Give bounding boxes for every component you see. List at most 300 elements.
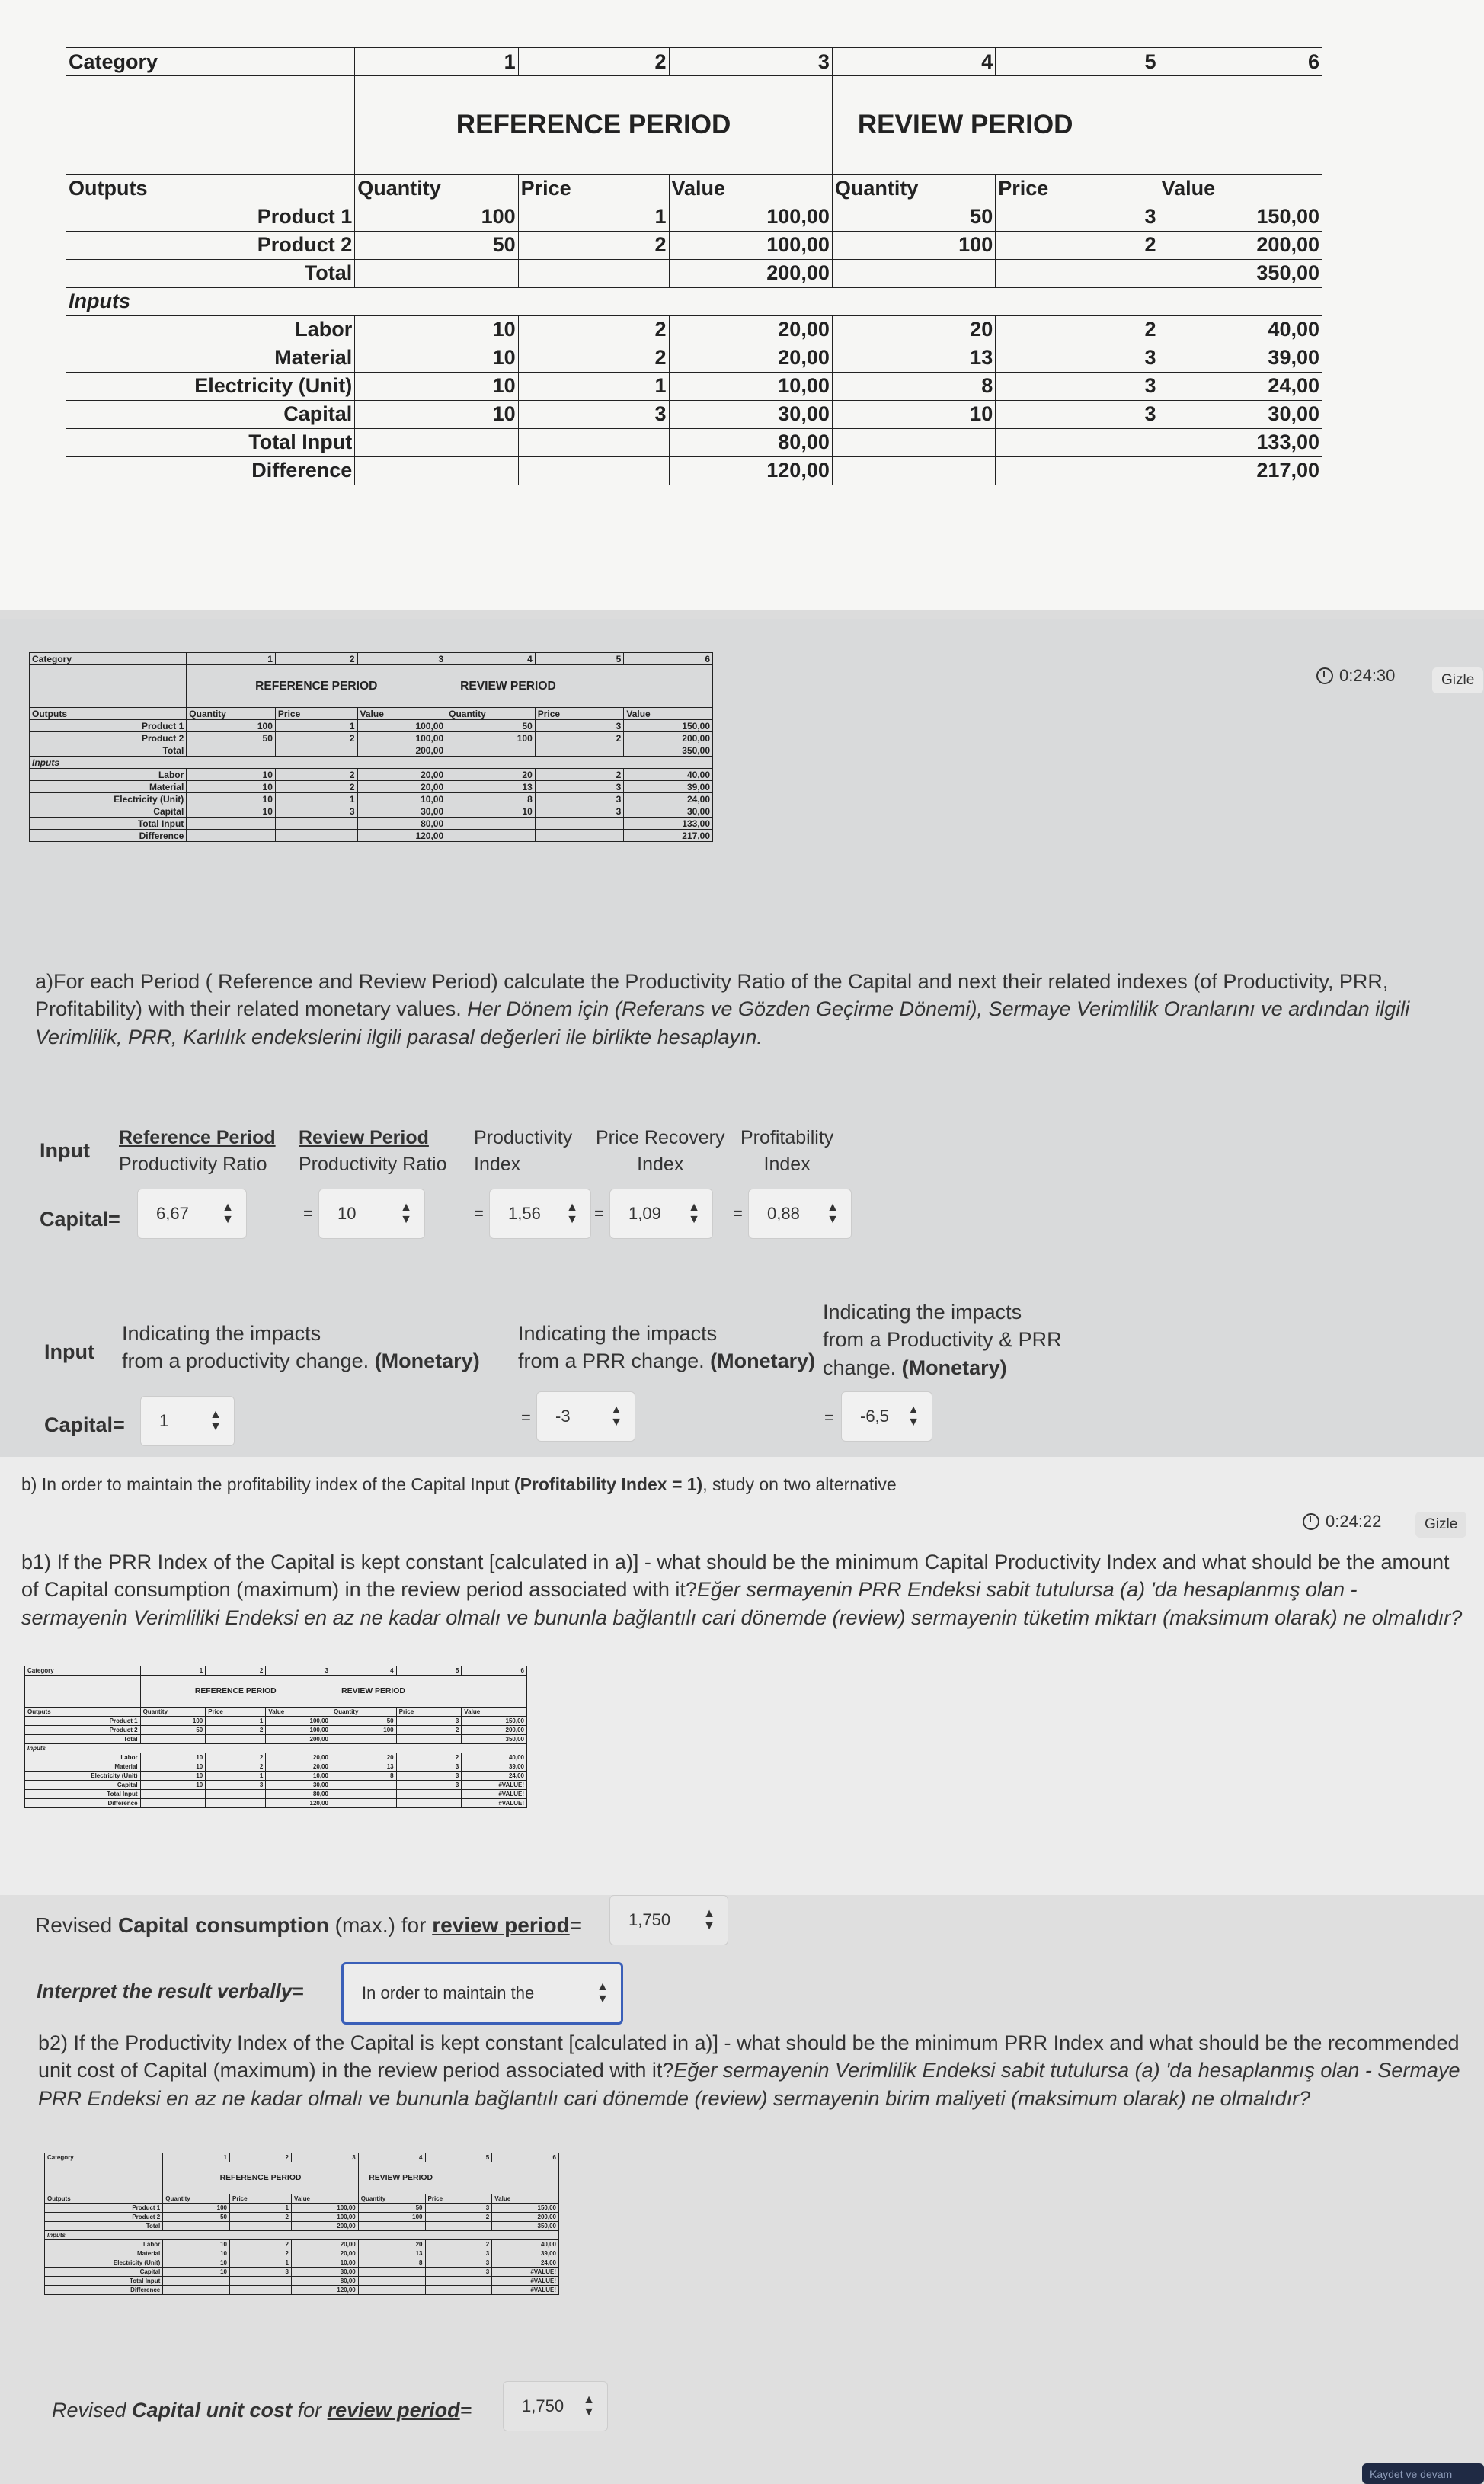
spinner-icon: ▲ ▼ <box>596 1980 609 2005</box>
inputs-label: Inputs <box>45 2231 559 2240</box>
row-label: Electricity (Unit) <box>30 793 187 805</box>
table-cell: 20,00 <box>266 1762 331 1772</box>
hide-button[interactable]: Gizle <box>1432 667 1483 693</box>
column-header: Price <box>535 708 624 720</box>
table-cell: 20,00 <box>266 1753 331 1762</box>
table-cell <box>331 1735 396 1744</box>
impact-prr-value: -3 <box>555 1407 571 1426</box>
table-cell: 100,00 <box>292 2204 359 2213</box>
table-cell: 8 <box>446 793 536 805</box>
row-label: Difference <box>66 456 355 485</box>
table-cell: 10 <box>140 1753 206 1762</box>
review-period-title: REVIEW PERIOD <box>331 1676 526 1708</box>
table-cell: 2 <box>425 2240 492 2249</box>
table-cell: 30,00 <box>357 805 446 818</box>
table-cell <box>535 818 624 830</box>
interpret-text: Interpret the result verbally <box>37 1980 293 2002</box>
category-cell: Category <box>25 1666 141 1676</box>
revised-consumption-1: Revised <box>35 1913 118 1937</box>
profitability-index-select[interactable] <box>748 1189 852 1239</box>
interpret-value: In order to maintain the <box>362 1983 535 2002</box>
ref-period-title: Reference Period <box>119 1127 276 1148</box>
table-cell: 80,00 <box>357 818 446 830</box>
category-cell: Category <box>45 2153 163 2162</box>
capital-eq: = <box>108 1208 120 1231</box>
column-header: Value <box>357 708 446 720</box>
row-label: Material <box>25 1762 141 1772</box>
table-cell: 100,00 <box>292 2213 359 2222</box>
table-cell: 50 <box>331 1717 396 1726</box>
interpret-select[interactable] <box>341 1962 623 2025</box>
table-cell: 1 <box>230 2258 292 2268</box>
spreadsheet-table <box>66 47 1322 485</box>
table-cell: 39,00 <box>492 2249 559 2258</box>
next-button-label: Kaydet ve devam <box>1370 2468 1453 2480</box>
col-number-cell: 4 <box>446 653 536 665</box>
empty-cell <box>66 76 355 175</box>
next-button[interactable] <box>1362 2463 1484 2484</box>
table-cell: 80,00 <box>292 2277 359 2286</box>
clock-icon <box>1316 667 1333 684</box>
empty-cell <box>30 665 187 708</box>
impact-prr-heading <box>518 1320 815 1375</box>
rev-productivity-ratio-select[interactable] <box>318 1189 425 1239</box>
row-label: Material <box>45 2249 163 2258</box>
table-cell: 3 <box>996 372 1159 400</box>
ref-period-heading <box>119 1125 276 1178</box>
table-cell: 50 <box>358 2204 425 2213</box>
table-cell <box>425 2277 492 2286</box>
row-label: Product 2 <box>25 1726 141 1735</box>
table-cell: 1 <box>518 203 669 231</box>
impact-prod-line2: from a productivity change. <box>122 1349 369 1373</box>
impact-productivity-value: 1 <box>159 1411 169 1430</box>
table-cell: 10 <box>355 400 518 428</box>
capital-text: Capital <box>40 1208 109 1231</box>
column-header: Price <box>518 174 669 203</box>
table-cell: 10 <box>187 805 276 818</box>
col-number-cell: 3 <box>292 2153 359 2162</box>
table-cell: 200,00 <box>357 744 446 757</box>
rev-period-heading <box>299 1125 447 1178</box>
revised-consumption-2: (max.) for <box>328 1913 433 1937</box>
table-cell: 10 <box>140 1781 206 1790</box>
impact-both-line3: change. <box>823 1356 897 1379</box>
impact-both-select[interactable] <box>841 1391 932 1442</box>
row-label: Difference <box>30 830 187 842</box>
table-cell <box>358 2222 425 2231</box>
row-label: Electricity (Unit) <box>66 372 355 400</box>
review-period-title: REVIEW PERIOD <box>358 2162 558 2194</box>
capital-label <box>40 1205 120 1234</box>
table-cell: 3 <box>535 720 624 732</box>
row-label: Total Input <box>30 818 187 830</box>
table-cell <box>446 744 536 757</box>
table-cell: 200,00 <box>462 1726 527 1735</box>
table-cell: 120,00 <box>292 2286 359 2295</box>
table-cell: 100 <box>140 1717 206 1726</box>
row-label: Total Input <box>25 1790 141 1799</box>
revised-consumption-bold: Capital consumption <box>117 1913 329 1937</box>
table-cell: 10,00 <box>669 372 832 400</box>
table-cell <box>140 1799 206 1808</box>
profitability-index-label: Index <box>763 1154 811 1175</box>
column-header: Quantity <box>331 1708 396 1717</box>
ref-productivity-ratio-select[interactable] <box>137 1189 247 1239</box>
row-label: Product 1 <box>30 720 187 732</box>
capital-text: Capital <box>44 1413 114 1436</box>
table-cell <box>275 818 357 830</box>
col-number-cell: 3 <box>669 48 832 76</box>
row-label: Product 1 <box>45 2204 163 2213</box>
table-cell: 3 <box>396 1781 462 1790</box>
table-cell: 2 <box>425 2213 492 2222</box>
table-cell <box>358 2286 425 2295</box>
question-b2 <box>38 2029 1478 2112</box>
revised-unit-cost-label <box>52 2396 472 2425</box>
revised-unit-cost-value: 1,750 <box>522 2396 564 2415</box>
table-cell: 3 <box>396 1772 462 1781</box>
table-cell: 1 <box>275 720 357 732</box>
table-cell <box>446 818 536 830</box>
table-cell: 20 <box>358 2240 425 2249</box>
table-cell <box>206 1790 266 1799</box>
question-a-en: a)For each Period ( Reference and Review Period) calculate the Productivity Ratio of the Capital and next their related indexes (of Productivity, PRR, Profitability) with their related monetary values. <box>35 970 1389 1021</box>
table-cell <box>425 2286 492 2295</box>
col-number-cell: 3 <box>357 653 446 665</box>
table-cell <box>832 428 995 456</box>
row-label: Electricity (Unit) <box>45 2258 163 2268</box>
column-header: Value <box>292 2194 359 2204</box>
outputs-label: Outputs <box>30 708 187 720</box>
table-cell <box>275 744 357 757</box>
table-cell: 100 <box>832 231 995 259</box>
table-cell: 20 <box>446 769 536 781</box>
table-cell: 3 <box>396 1717 462 1726</box>
table-cell: 2 <box>206 1762 266 1772</box>
table-cell <box>206 1799 266 1808</box>
table-cell: 3 <box>535 781 624 793</box>
table-cell: 3 <box>425 2268 492 2277</box>
table-cell: #VALUE! <box>462 1799 527 1808</box>
impact-prod-heading <box>122 1320 480 1375</box>
question-b2-tr: Eğer sermayenin Verimlilik Endeksi sabit tutulursa (a) 'da hesaplanmış olan - Sermaye PRR Endeksi en az ne kadar olmalı ve bununla bağlantılı cari dönemde (review) sermayenin birim maliyeti (maksimum olarak) ne olmalıdır? <box>38 2059 1460 2110</box>
table-cell: 3 <box>996 203 1159 231</box>
table-cell: 3 <box>230 2268 292 2277</box>
table-cell: 350,00 <box>624 744 713 757</box>
table-cell: 3 <box>518 400 669 428</box>
table-cell: 2 <box>230 2213 292 2222</box>
question-a-tr: Her Dönem için (Referans ve Gözden Geçirme Dönemi), Sermaye Verimlilik Oranlarını ve ardından ilgili Verimlilik, PRR, Karlılık endekslerini ilgili parasal değerleri ile birlikte hesaplayın. <box>35 997 1410 1048</box>
table-cell: 100 <box>355 203 518 231</box>
table-cell: 150,00 <box>1159 203 1322 231</box>
table-cell: 3 <box>206 1781 266 1790</box>
impact-input-label: Input <box>44 1340 94 1363</box>
table-cell: 20,00 <box>669 315 832 344</box>
table-cell <box>425 2222 492 2231</box>
table-cell: 13 <box>331 1762 396 1772</box>
table-cell: 2 <box>275 732 357 744</box>
outputs-label: Outputs <box>25 1708 141 1717</box>
table-cell: 3 <box>425 2258 492 2268</box>
table-cell: 20,00 <box>292 2240 359 2249</box>
table-cell: 2 <box>206 1753 266 1762</box>
column-header: Quantity <box>355 174 518 203</box>
question-b1 <box>21 1548 1469 1631</box>
table-cell: 2 <box>535 732 624 744</box>
table-cell <box>832 456 995 485</box>
productivity-index-select[interactable] <box>489 1189 591 1239</box>
eq-sign: = <box>521 1408 531 1427</box>
table-cell: 217,00 <box>624 830 713 842</box>
row-label: Product 2 <box>30 732 187 744</box>
col-number-cell: 2 <box>206 1666 266 1676</box>
spinner-icon: ▲ ▼ <box>703 1907 715 1932</box>
table-cell <box>996 428 1159 456</box>
table-cell: 10 <box>140 1762 206 1772</box>
table-cell <box>396 1735 462 1744</box>
col-number-cell: 2 <box>518 48 669 76</box>
impact-both-value: -6,5 <box>860 1407 889 1426</box>
spreadsheet-table-small-b1 <box>24 1666 527 1808</box>
table-cell: 150,00 <box>624 720 713 732</box>
table-cell: 8 <box>358 2258 425 2268</box>
row-label: Capital <box>30 805 187 818</box>
table-cell: 50 <box>187 732 276 744</box>
impact-productivity-select[interactable] <box>140 1396 235 1446</box>
table-cell: 120,00 <box>266 1799 331 1808</box>
table-cell <box>996 259 1159 287</box>
table-cell: 3 <box>996 344 1159 372</box>
table-cell <box>518 259 669 287</box>
table-cell: 3 <box>425 2204 492 2213</box>
table-cell: 120,00 <box>669 456 832 485</box>
table-cell <box>187 818 276 830</box>
table-cell: 350,00 <box>1159 259 1322 287</box>
table-cell: 10 <box>187 793 276 805</box>
impact-both-line2: from a Productivity & PRR <box>823 1328 1062 1352</box>
revised-consumption-label <box>35 1910 582 1940</box>
hide-button-b[interactable]: Gizle <box>1415 1512 1466 1538</box>
ref-productivity-ratio-value: 6,67 <box>156 1204 189 1223</box>
table-cell: 1 <box>275 793 357 805</box>
table-cell: #VALUE! <box>462 1790 527 1799</box>
row-label: Product 1 <box>66 203 355 231</box>
table-cell: 8 <box>331 1772 396 1781</box>
productivity-index-heading <box>474 1125 572 1178</box>
table-cell: 39,00 <box>462 1762 527 1772</box>
table-cell: 150,00 <box>462 1717 527 1726</box>
timer-b <box>1303 1512 1381 1532</box>
col-number-cell: 5 <box>425 2153 492 2162</box>
table-cell: 30,00 <box>292 2268 359 2277</box>
table-cell <box>331 1790 396 1799</box>
table-cell: 3 <box>425 2249 492 2258</box>
table-cell <box>396 1799 462 1808</box>
row-label: Total <box>45 2222 163 2231</box>
table-cell <box>832 259 995 287</box>
row-label: Labor <box>66 315 355 344</box>
table-cell <box>446 830 536 842</box>
row-label: Difference <box>45 2286 163 2295</box>
inputs-label: Inputs <box>30 757 713 769</box>
table-cell: 50 <box>446 720 536 732</box>
table-cell: 20 <box>331 1753 396 1762</box>
row-label: Difference <box>25 1799 141 1808</box>
table-cell: 2 <box>996 315 1159 344</box>
table-cell: 3 <box>396 1762 462 1772</box>
prr-index-value: 1,09 <box>628 1204 661 1223</box>
impact-prr-select[interactable] <box>536 1391 635 1442</box>
table-cell: 120,00 <box>357 830 446 842</box>
table-cell: 24,00 <box>1159 372 1322 400</box>
empty-cell <box>25 1676 141 1708</box>
spreadsheet-table-small-b2 <box>44 2153 559 2295</box>
row-label: Labor <box>45 2240 163 2249</box>
col-number-cell: 1 <box>355 48 518 76</box>
section-b-intro-1: b) In order to maintain the profitability index of the Capital Input <box>21 1474 514 1494</box>
table-cell <box>355 259 518 287</box>
table-cell: 10 <box>355 344 518 372</box>
table-cell: 100 <box>187 720 276 732</box>
column-header: Quantity <box>832 174 995 203</box>
table-cell: 50 <box>355 231 518 259</box>
table-cell: 80,00 <box>669 428 832 456</box>
column-header: Value <box>266 1708 331 1717</box>
table-cell: 2 <box>518 231 669 259</box>
revised-unit-1: Revised <box>52 2399 133 2422</box>
row-label: Labor <box>30 769 187 781</box>
eq-sign: = <box>303 1204 313 1223</box>
col-number-cell: 6 <box>1159 48 1322 76</box>
table-cell: 350,00 <box>492 2222 559 2231</box>
table-cell: 3 <box>996 400 1159 428</box>
table-cell: 200,00 <box>624 732 713 744</box>
table-cell: 10 <box>187 781 276 793</box>
col-number-cell: 2 <box>275 653 357 665</box>
table-cell: 40,00 <box>462 1753 527 1762</box>
column-header: Value <box>462 1708 527 1717</box>
table-cell <box>518 428 669 456</box>
impact-both-line1: Indicating the impacts <box>823 1301 1022 1324</box>
table-cell: 1 <box>206 1772 266 1781</box>
prr-index-label: Index <box>637 1154 684 1175</box>
impact-prr-monetary: (Monetary) <box>710 1349 816 1373</box>
table-cell: 1 <box>518 372 669 400</box>
table-cell: 10,00 <box>292 2258 359 2268</box>
impact-prr-line1: Indicating the impacts <box>518 1322 718 1345</box>
row-label: Total Input <box>45 2277 163 2286</box>
table-cell <box>140 1790 206 1799</box>
column-header: Price <box>425 2194 492 2204</box>
col-number-cell: 6 <box>492 2153 559 2162</box>
reference-period-title: REFERENCE PERIOD <box>355 76 833 175</box>
col-number-cell: 6 <box>462 1666 527 1676</box>
revised-unit-2: for <box>292 2399 328 2422</box>
column-header: Value <box>624 708 713 720</box>
col-number-cell: 1 <box>163 2153 230 2162</box>
section-b-intro <box>21 1472 897 1496</box>
revised-consumption-select[interactable] <box>609 1895 728 1945</box>
column-header: Quantity <box>358 2194 425 2204</box>
spinner-icon: ▲ ▼ <box>583 2393 595 2418</box>
revised-consumption-eq: = <box>569 1913 583 1937</box>
table-cell: 200,00 <box>492 2213 559 2222</box>
table-cell: 1 <box>230 2204 292 2213</box>
table-cell: 10 <box>446 805 536 818</box>
table-cell: #VALUE! <box>492 2268 559 2277</box>
table-cell: 2 <box>230 2249 292 2258</box>
row-label: Material <box>66 344 355 372</box>
table-cell <box>275 830 357 842</box>
table-cell <box>163 2277 230 2286</box>
table-cell: 2 <box>518 315 669 344</box>
table-cell: 100 <box>446 732 536 744</box>
table-cell: 20,00 <box>357 781 446 793</box>
spinner-icon: ▲ ▼ <box>222 1201 234 1226</box>
table-cell: 30,00 <box>266 1781 331 1790</box>
table-cell: 39,00 <box>624 781 713 793</box>
table-cell <box>396 1790 462 1799</box>
table-cell: 10,00 <box>266 1772 331 1781</box>
table-cell: 10 <box>832 400 995 428</box>
row-label: Capital <box>45 2268 163 2277</box>
clock-icon <box>1303 1513 1319 1530</box>
category-cell: Category <box>30 653 187 665</box>
review-period-title: REVIEW PERIOD <box>832 76 1322 175</box>
table-cell: 40,00 <box>1159 315 1322 344</box>
table-cell: 40,00 <box>624 769 713 781</box>
column-header: Value <box>669 174 832 203</box>
interpret-label <box>37 1977 303 2005</box>
col-number-cell: 4 <box>358 2153 425 2162</box>
table-cell <box>230 2277 292 2286</box>
table-cell: 200,00 <box>669 259 832 287</box>
rev-period-title: Review Period <box>299 1127 429 1148</box>
revised-unit-cost-select[interactable] <box>503 2381 608 2431</box>
table-cell <box>358 2268 425 2277</box>
column-header: Price <box>206 1708 266 1717</box>
table-cell: 100,00 <box>266 1717 331 1726</box>
table-cell: 200,00 <box>292 2222 359 2231</box>
table-cell: 20 <box>832 315 995 344</box>
table-cell: #VALUE! <box>492 2277 559 2286</box>
table-cell: 50 <box>832 203 995 231</box>
question-b1-en: b1) If the PRR Index of the Capital is kept constant [calculated in a)] - what should be the minimum Capital Productivity Index and what should be the amount of Capital consumption (maximum) in the review period associated with it? <box>21 1551 1450 1602</box>
table-cell: 10 <box>140 1772 206 1781</box>
reference-period-title: REFERENCE PERIOD <box>163 2162 359 2194</box>
table-cell: 150,00 <box>492 2204 559 2213</box>
table-cell: 2 <box>396 1726 462 1735</box>
table-cell: 8 <box>832 372 995 400</box>
table-cell: 100,00 <box>357 720 446 732</box>
table-cell: 2 <box>518 344 669 372</box>
table-cell: 40,00 <box>492 2240 559 2249</box>
table-cell: 2 <box>230 2240 292 2249</box>
table-cell: 100,00 <box>357 732 446 744</box>
reference-period-title: REFERENCE PERIOD <box>140 1676 331 1708</box>
spreadsheet-table-small <box>29 652 713 842</box>
table-cell: 20,00 <box>357 769 446 781</box>
table-cell: 50 <box>163 2213 230 2222</box>
section-b2 <box>0 1895 1484 2484</box>
prr-index-select[interactable] <box>609 1189 713 1239</box>
row-label: Labor <box>25 1753 141 1762</box>
rev-prod-ratio-label: Productivity Ratio <box>299 1154 447 1175</box>
eq-sign: = <box>594 1204 604 1223</box>
revised-unit-eq: = <box>459 2399 472 2422</box>
col-number-cell: 4 <box>832 48 995 76</box>
